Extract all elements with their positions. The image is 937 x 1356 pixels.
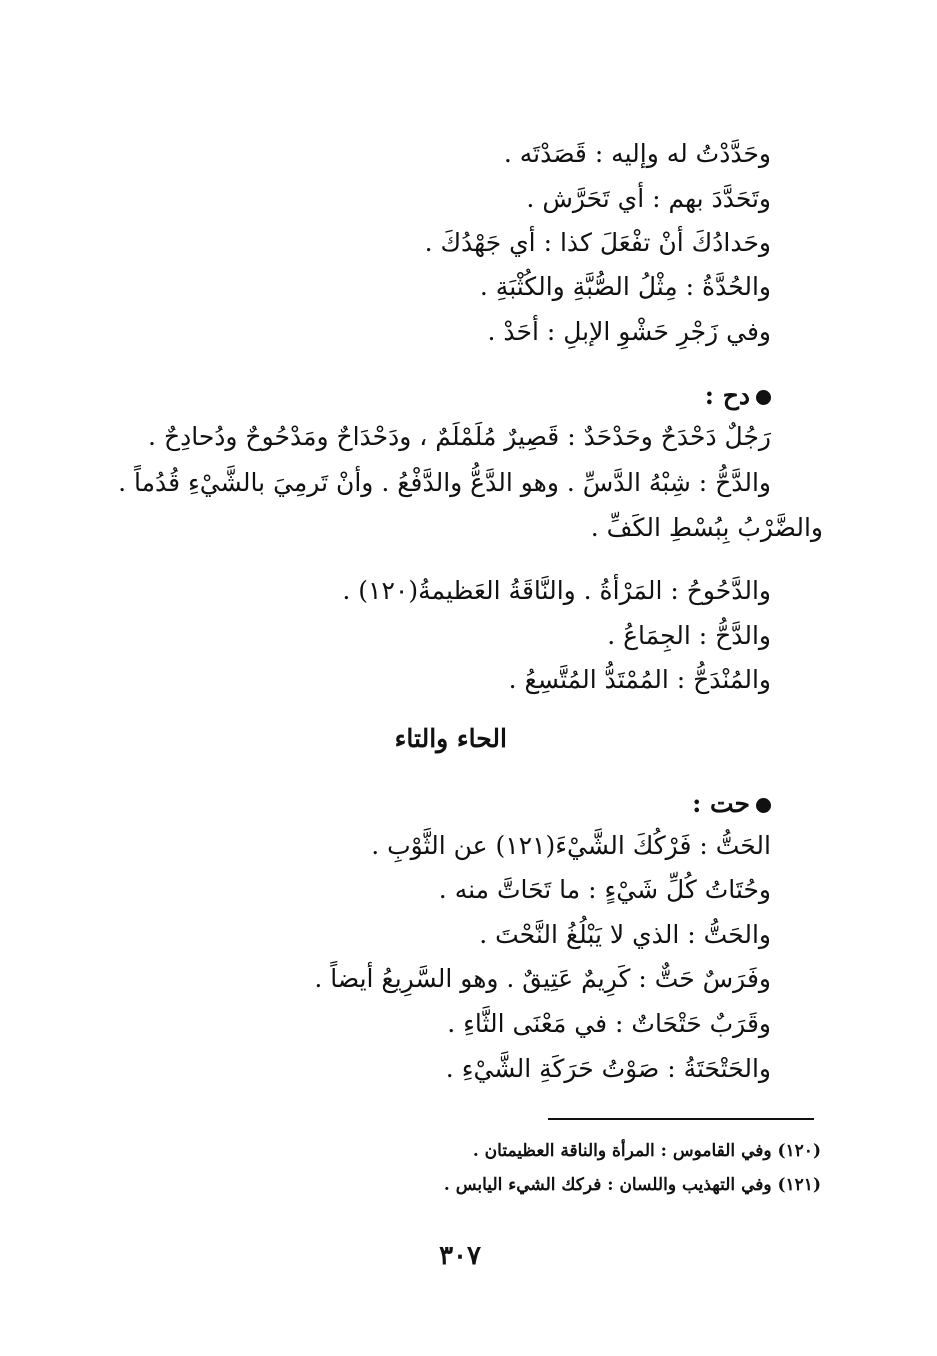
- entry-heading-label: حت :: [692, 789, 750, 818]
- text-line: رَجُلٌ دَحْدَحٌ وحَدْحَدٌ : قَصِيرٌ مُلَمْلَمٌ ، ودَحْدَاحٌ ومَدْحُوحٌ ودُحادِحٌ .: [148, 422, 771, 451]
- bullet-icon: [756, 390, 771, 405]
- text-line: والحَتُّ : الذي لا يَبْلُغُ النَّحْتَ .: [479, 920, 771, 949]
- entry-heading: [705, 379, 771, 413]
- footnote-separator: [548, 1118, 814, 1120]
- text-line: وتَحَدَّدَ بهم : أي تَحَرَّش .: [526, 184, 771, 213]
- text-line: وحُتَاتُ كُلِّ شَيْءٍ : ما تَحَاتَّ منه .: [438, 875, 771, 904]
- text-line: والمُنْدَحُّ : المُمْتَدُّ المُتَّسِعُ .: [508, 665, 771, 694]
- text-line: والدَّحُّ : شِبْهُ الدَّسِّ . وهو الدَّعُّ والدَّفْعُ . وأنْ تَرمِيَ بالشَّيْءِ قُدُماً .: [118, 468, 771, 497]
- text-line: والدَّحُوحُ : المَرْأةُ . والنَّاقَةُ العَظيمةُ(١٢٠) .: [342, 576, 771, 605]
- page-number: ٣٠٧: [439, 1241, 481, 1271]
- text-line: والحَتْحَتَةُ : صَوْتُ حَرَكَةِ الشَّيْءِ .: [445, 1054, 771, 1083]
- bullet-icon: [756, 798, 771, 813]
- entry-heading: [692, 787, 771, 821]
- text-line: والدَّحُّ : الجِمَاعُ .: [607, 621, 771, 650]
- entry-heading-label: دح :: [704, 381, 750, 410]
- text-line: والحُدَّةُ : مِثْلُ الصُّبَّةِ والكُثْبَةِ .: [479, 272, 771, 301]
- footnote: (١٢٠) وفي القاموس : المرأة والناقة العظيمتان .: [472, 1141, 821, 1161]
- text-line: وفَرَسٌ حَتٌّ : كَرِيمٌ عَتِيقٌ . وهو السَّرِيعُ أيضاً .: [314, 964, 771, 993]
- footnote: (١٢١) وفي التهذيب واللسان : فركك الشيء اليابس .: [443, 1175, 821, 1195]
- text-line: والضَّرْبُ بِبُسْطِ الكَفِّ .: [590, 513, 823, 542]
- text-line: الحَتُّ : فَرْكُكَ الشَّيْءَ(١٢١) عن الثَّوْبِ .: [371, 831, 771, 860]
- text-line: وحَدَّدْتُ له وإليه : قَصَدْتَه .: [503, 139, 771, 168]
- text-line: وفي زَجْرِ حَشْوِ الإبلِ : أحَدْ .: [487, 317, 771, 346]
- section-heading: الحاء والتاء: [394, 724, 507, 753]
- text-line: وقَرَبٌ حَتْحَاتٌ : في مَعْنَى الثَّاءِ .: [447, 1009, 771, 1038]
- text-line: وحَدادُكَ أنْ تفْعَلَ كذا : أي جَهْدُكَ .: [424, 228, 771, 257]
